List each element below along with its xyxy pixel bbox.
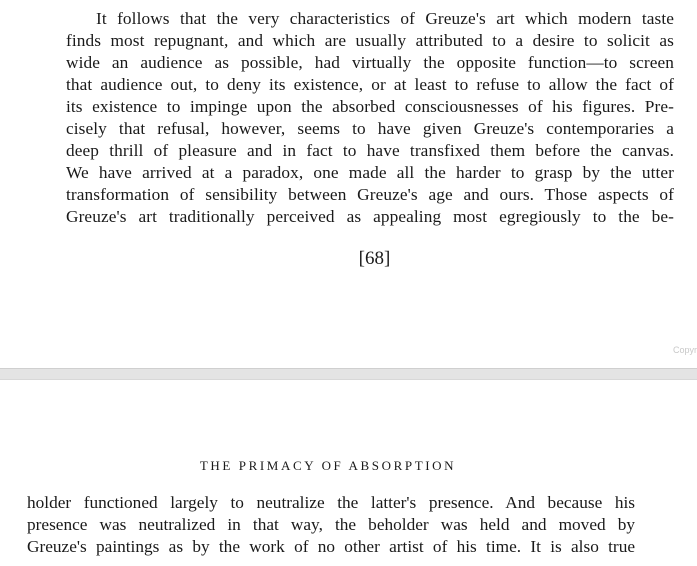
text-line: that audience out, to deny its existence, or at least to refuse to allow the fact of xyxy=(66,75,674,94)
text-line: wide an audience as possible, had virtually the opposite function—to screen xyxy=(66,53,674,72)
running-head: THE PRIMACY OF ABSORPTION xyxy=(199,458,457,473)
text-line: It follows that the very characteristics of Greuze's art which modern taste xyxy=(96,9,674,28)
text-line: Greuze's art traditionally perceived as appealing most egregiously to the be- xyxy=(66,207,674,226)
text-line: holder functioned largely to neutralize the latter's presence. And because his xyxy=(27,493,635,512)
page-separator xyxy=(0,368,697,380)
text-line: its existence to impinge upon the absorbed consciousnesses of his figures. Pre- xyxy=(66,97,674,116)
page-number: [68] xyxy=(358,248,391,269)
text-line: deep thrill of pleasure and in fact to have transfixed them before the canvas. xyxy=(66,141,674,160)
text-line: We have arrived at a paradox, one made all the harder to grasp by the utter xyxy=(66,163,674,182)
text-line: transformation of sensibility between Greuze's age and ours. Those aspects of xyxy=(66,185,674,204)
text-line: presence was neutralized in that way, the beholder was held and moved by xyxy=(27,515,635,534)
text-line: finds most repugnant, and which are usually attributed to a desire to solicit as xyxy=(66,31,674,50)
body-paragraph xyxy=(66,8,674,228)
page-bottom xyxy=(0,380,697,566)
text-line: Greuze's paintings as by the work of no other artist of his time. It is also true xyxy=(27,537,635,556)
text-line: cisely that refusal, however, seems to have given Greuze's contemporaries a xyxy=(66,119,674,138)
copyright-notice: Copyr xyxy=(672,345,697,355)
body-paragraph xyxy=(27,492,635,558)
